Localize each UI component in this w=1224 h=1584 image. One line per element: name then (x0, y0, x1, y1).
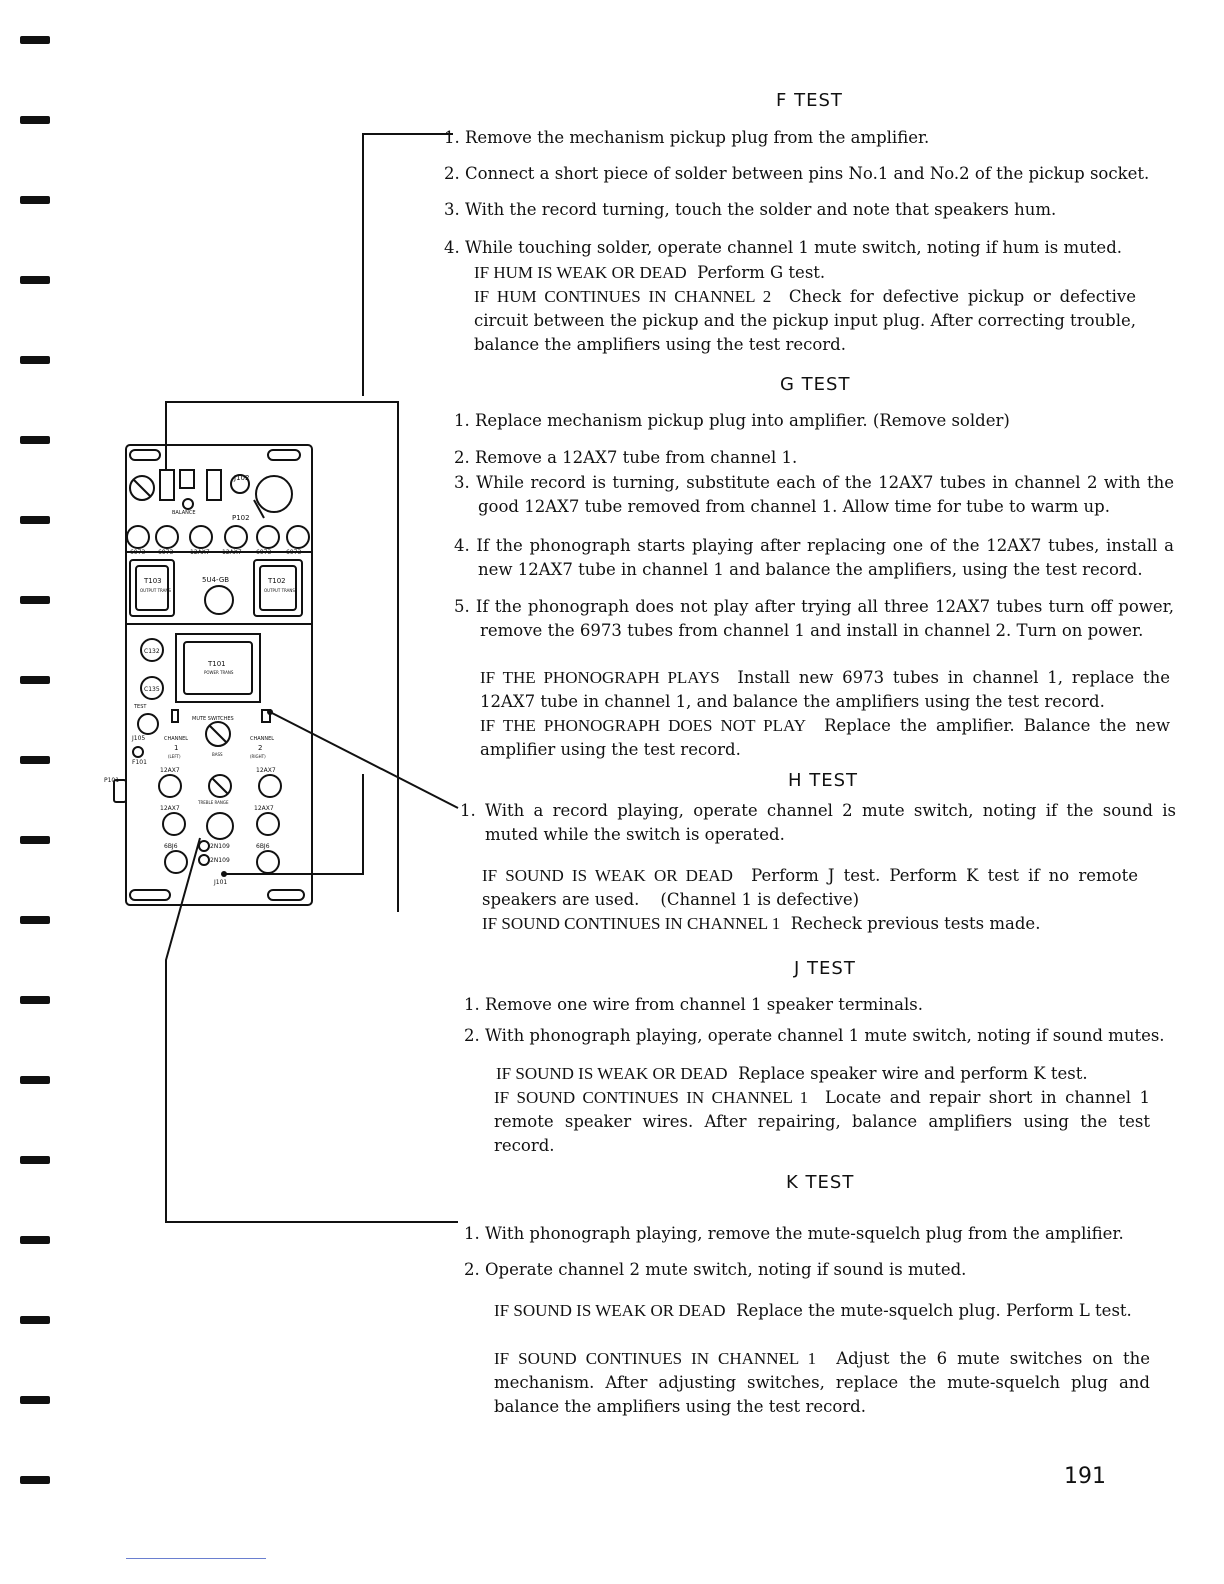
j-step-2: 2. With phonograph playing, operate channel 1 mute switch, noting if sound mutes. (464, 1026, 1165, 1045)
svg-text:BALANCE: BALANCE (172, 510, 196, 516)
svg-text:F101: F101 (132, 759, 147, 766)
h-condition-2 (482, 912, 1040, 936)
g-step-2: 2. Remove a 12AX7 tube from channel 1. (454, 448, 798, 467)
j-condition-1 (496, 1062, 1088, 1086)
k-test-title: K TEST (786, 1172, 855, 1193)
svg-text:J105: J105 (132, 735, 146, 742)
bottom-rule (126, 1558, 266, 1559)
g-step-1: 1. Replace mechanism pickup plug into amplifier. (Remove solder) (454, 411, 1010, 430)
svg-text:TREBLE RANGE: TREBLE RANGE (198, 800, 229, 805)
svg-text:6973: 6973 (286, 549, 302, 556)
h-condition-1 (482, 864, 1138, 912)
svg-text:CHANNEL: CHANNEL (164, 736, 189, 742)
g-cond1-text: Install new 6973 tubes in channel 1, replace the 12AX7 tube in channel 1, and balance the amplifiers using the test record. (480, 668, 1170, 711)
svg-text:MUTE SWITCHES: MUTE SWITCHES (192, 716, 234, 722)
f-cond2-label: IF HUM CONTINUES IN CHANNEL 2 (474, 287, 772, 306)
g-step-3: 3. While record is turning, substitute each of the 12AX7 tubes in channel 2 with the good 12AX7 tube removed from channel 1. Allow time for tube to warm up. (454, 473, 1174, 516)
h-step-1: 1. With a record playing, operate channel 2 mute switch, noting if the sound is muted while the switch is operated. (460, 801, 1176, 844)
svg-text:2N109: 2N109 (210, 843, 230, 850)
j-cond2-label: IF SOUND CONTINUES IN CHANNEL 1 (494, 1088, 809, 1107)
f-cond1-text: Perform G test. (697, 263, 826, 282)
f-condition-1 (474, 261, 825, 285)
g-condition-2 (480, 714, 1170, 762)
j-cond1-text: Replace speaker wire and perform K test. (738, 1064, 1088, 1083)
svg-text:12AX7: 12AX7 (256, 767, 276, 774)
svg-text:P101: P101 (104, 777, 120, 784)
g-cond2-text: Replace the amplifier. Balance the new amplifier using the test record. (480, 716, 1170, 759)
page-number: 191 (1064, 1464, 1106, 1489)
j-cond1-label: IF SOUND IS WEAK OR DEAD (496, 1064, 728, 1083)
h-cond2-text: Recheck previous tests made. (790, 914, 1041, 933)
svg-text:2N109: 2N109 (210, 857, 230, 864)
svg-text:J101: J101 (214, 879, 228, 886)
svg-text:(LEFT): (LEFT) (168, 754, 181, 759)
svg-text:5U4-GB: 5U4-GB (202, 576, 230, 584)
svg-text:C135: C135 (144, 686, 160, 693)
f-step-2: 2. Connect a short piece of solder between pins No.1 and No.2 of the pickup socket. (444, 164, 1150, 183)
f-step-4: 4. While touching solder, operate channel 1 mute switch, noting if hum is muted. (444, 238, 1122, 257)
h-cond1-label: IF SOUND IS WEAK OR DEAD (482, 866, 733, 885)
k-cond1-label: IF SOUND IS WEAK OR DEAD (494, 1301, 726, 1320)
g-condition-1 (480, 666, 1170, 714)
f-step-1: 1. Remove the mechanism pickup plug from the amplifier. (444, 128, 930, 147)
j-step-1: 1. Remove one wire from channel 1 speaker terminals. (464, 995, 923, 1014)
svg-text:J102: J102 (234, 474, 250, 482)
k-condition-1 (494, 1299, 1150, 1323)
f-step-3: 3. With the record turning, touch the solder and note that speakers hum. (444, 200, 1057, 219)
svg-text:6973: 6973 (158, 549, 174, 556)
svg-text:2: 2 (258, 744, 263, 752)
svg-text:6BJ6: 6BJ6 (164, 843, 178, 850)
j-condition-2 (494, 1086, 1150, 1158)
svg-text:OUTPUT TRANS: OUTPUT TRANS (264, 588, 295, 593)
chassis-outline (126, 445, 312, 905)
svg-text:1: 1 (174, 744, 179, 752)
svg-text:T101: T101 (208, 660, 226, 668)
f-cond2-text: Check for defective pickup or defective circuit between the pickup and the pickup input plug. After correcting trouble, balance the amplifiers using the test record. (474, 287, 1136, 354)
svg-text:12AX7: 12AX7 (160, 767, 180, 774)
svg-text:6973: 6973 (130, 549, 146, 556)
svg-text:6973: 6973 (256, 549, 272, 556)
svg-text:T102: T102 (268, 577, 286, 585)
svg-text:TEST: TEST (134, 704, 147, 710)
svg-text:6BJ6: 6BJ6 (256, 843, 270, 850)
k-cond2-label: IF SOUND CONTINUES IN CHANNEL 1 (494, 1349, 817, 1368)
svg-text:(RIGHT): (RIGHT) (250, 754, 266, 759)
svg-text:12AX7: 12AX7 (190, 549, 210, 556)
k-cond2-text: Adjust the 6 mute switches on the mechanism. After adjusting switches, replace the mute-squelch plug and balance the amplifiers using the test record. (494, 1349, 1150, 1416)
f-condition-2 (474, 285, 1136, 357)
h-cond2-label: IF SOUND CONTINUES IN CHANNEL 1 (482, 914, 781, 933)
k-condition-2 (494, 1347, 1150, 1419)
svg-text:12AX7: 12AX7 (222, 549, 242, 556)
g-cond1-label: IF THE PHONOGRAPH PLAYS (480, 668, 720, 687)
svg-text:CHANNEL: CHANNEL (250, 736, 275, 742)
svg-text:P102: P102 (232, 514, 250, 522)
svg-text:C132: C132 (144, 648, 160, 655)
h-test-title: H TEST (788, 770, 859, 791)
f-test-title: F TEST (776, 90, 843, 111)
j-test-title: J TEST (794, 958, 856, 979)
g-test-title: G TEST (780, 374, 851, 395)
k-step-1: 1. With phonograph playing, remove the mute-squelch plug from the amplifier. (464, 1224, 1124, 1243)
svg-text:12AX7: 12AX7 (254, 805, 274, 812)
h-cond1-note: (Channel 1 is defective) (660, 890, 860, 909)
f-cond1-label: IF HUM IS WEAK OR DEAD (474, 263, 687, 282)
svg-text:T103: T103 (144, 577, 162, 585)
g-cond2-label: IF THE PHONOGRAPH DOES NOT PLAY (480, 716, 807, 735)
svg-text:12AX7: 12AX7 (160, 805, 180, 812)
g-step-4: 4. If the phonograph starts playing after replacing one of the 12AX7 tubes, install a new 12AX7 tube in channel 1 and balance the amplifiers, using the test record. (454, 536, 1174, 579)
h-cond1-text: Perform J test. Perform K test if no remote speakers are used. (482, 866, 1138, 909)
amplifier-diagram (104, 440, 316, 910)
svg-text:OUTPUT TRANS: OUTPUT TRANS (140, 588, 171, 593)
svg-text:POWER TRANS: POWER TRANS (204, 670, 234, 675)
k-step-2: 2. Operate channel 2 mute switch, noting if sound is muted. (464, 1260, 967, 1279)
svg-text:BASS: BASS (212, 752, 223, 757)
k-cond1-text: Replace the mute-squelch plug. Perform L test. (736, 1301, 1132, 1320)
j-cond2-text: Locate and repair short in channel 1 remote speaker wires. After repairing, balance amplifiers using the test record. (494, 1088, 1150, 1155)
g-step-5: 5. If the phonograph does not play after trying all three 12AX7 tubes turn off power, remove the 6973 tubes from channel 1 and install in channel 2. Turn on power. (454, 597, 1174, 640)
